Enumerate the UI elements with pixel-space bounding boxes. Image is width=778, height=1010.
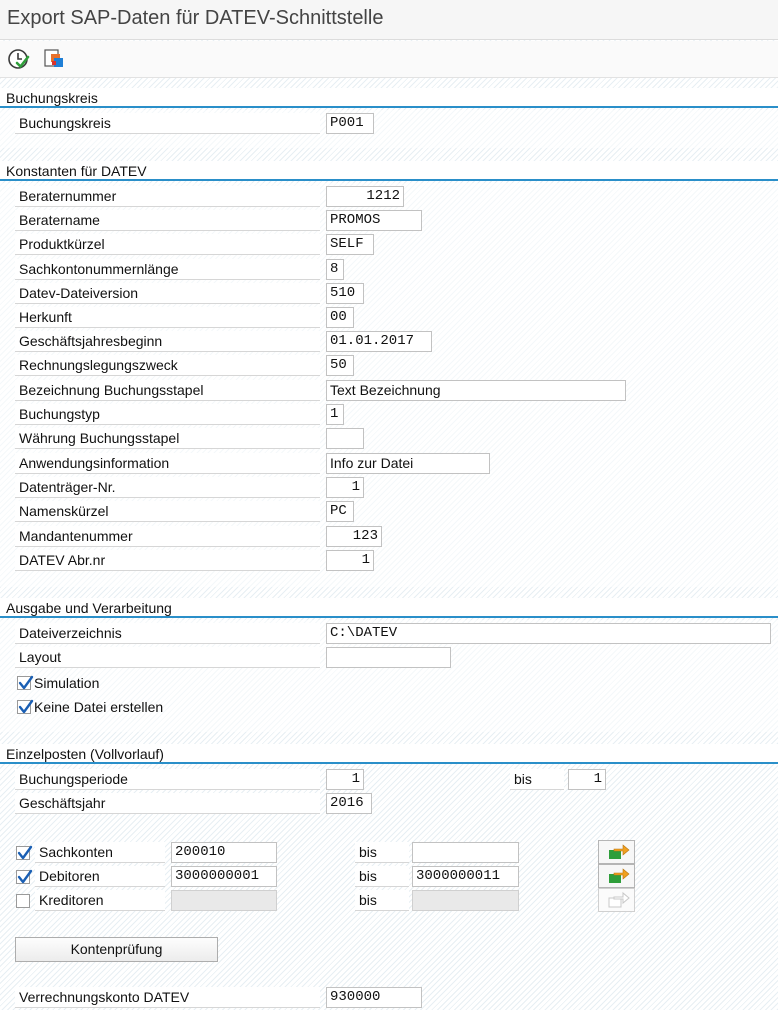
geschaeftsjahresbeginn-input[interactable]: 01.01.2017 [326, 331, 432, 352]
label-rechnungslegungszweck: Rechnungslegungszweck [15, 355, 320, 376]
label-produktkuerzel: Produktkürzel [15, 234, 320, 255]
label-kreditoren-bis: bis [355, 890, 409, 911]
dateiverzeichnis-input[interactable]: C:\DATEV [326, 623, 771, 644]
application-toolbar [0, 41, 778, 78]
debitoren-multiple-selection-button[interactable] [598, 864, 635, 888]
label-sachkonten-bis: bis [355, 842, 409, 863]
label-beratername: Beratername [15, 210, 320, 231]
kontenpruefung-button[interactable]: Kontenprüfung [15, 937, 218, 962]
herkunft-input[interactable]: 00 [326, 307, 354, 328]
datev-abr-nr-input[interactable]: 1 [326, 550, 374, 571]
buchungstyp-input[interactable]: 1 [326, 404, 344, 425]
sachkonten-from-input[interactable]: 200010 [171, 842, 277, 863]
multiple-selection-arrow-icon [599, 841, 635, 863]
kreditoren-multiple-selection-button[interactable] [598, 888, 635, 912]
kreditoren-from-input[interactable] [171, 890, 277, 911]
label-debitoren-bis: bis [355, 866, 409, 887]
label-beraternummer: Beraternummer [15, 186, 320, 207]
datev-dateiversion-input[interactable]: 510 [326, 283, 364, 304]
keine-datei-label: Keine Datei erstellen [34, 699, 164, 715]
label-debitoren: Debitoren [35, 866, 165, 887]
label-anwendungsinformation: Anwendungsinformation [15, 453, 320, 474]
section-title: Ausgabe und Verarbeitung [6, 600, 172, 616]
section-title: Buchungskreis [6, 90, 98, 106]
kreditoren-to-input[interactable] [412, 890, 519, 911]
debitoren-from-input[interactable]: 3000000001 [171, 866, 277, 887]
debitoren-to-input[interactable]: 3000000011 [412, 866, 519, 887]
label-mandantenummer: Mandantenummer [15, 526, 320, 547]
section-title: Einzelposten (Vollvorlauf) [6, 746, 164, 762]
label-datentraeger-nr: Datenträger-Nr. [15, 477, 320, 498]
label-geschaeftsjahr: Geschäftsjahr [15, 793, 320, 814]
label-bezeichnung-buchungsstapel: Bezeichnung Buchungsstapel [15, 380, 320, 401]
section-header-konstanten [0, 161, 778, 181]
label-datev-abr-nr: DATEV Abr.nr [15, 550, 320, 571]
sachkontonummernlaenge-input[interactable]: 8 [326, 259, 344, 280]
simulation-checkbox[interactable] [17, 676, 31, 690]
multiple-selection-arrow-icon [599, 889, 635, 911]
label-layout: Layout [15, 647, 320, 668]
geschaeftsjahr-input[interactable]: 2016 [326, 793, 372, 814]
sachkonten-multiple-selection-button[interactable] [598, 840, 635, 864]
label-buchungstyp: Buchungstyp [15, 404, 320, 425]
label-waehrung-buchungsstapel: Währung Buchungsstapel [15, 428, 320, 449]
buchungskreis-input[interactable]: P001 [326, 113, 374, 134]
execute-button[interactable] [6, 46, 32, 72]
checkmark-icon [17, 674, 35, 692]
label-herkunft: Herkunft [15, 307, 320, 328]
label-verrechnungskonto: Verrechnungskonto DATEV [15, 987, 320, 1008]
namenskuerzel-input[interactable]: PC [326, 501, 354, 522]
debitoren-checkbox[interactable] [16, 870, 30, 884]
keine-datei-checkbox[interactable] [17, 700, 31, 714]
label-datev-dateiversion: Datev-Dateiversion [15, 283, 320, 304]
label-buchungsperiode-bis: bis [510, 769, 564, 790]
checkmark-icon [16, 868, 34, 886]
multiple-selection-arrow-icon [599, 865, 635, 887]
label-kreditoren: Kreditoren [35, 890, 165, 911]
produktkuerzel-input[interactable]: SELF [326, 234, 374, 255]
label-buchungsperiode: Buchungsperiode [15, 769, 320, 790]
section-header-ausgabe [0, 598, 778, 618]
buchungsperiode-to-input[interactable]: 1 [568, 769, 606, 790]
buchungsperiode-from-input[interactable]: 1 [326, 769, 364, 790]
beratername-input[interactable]: PROMOS [326, 210, 422, 231]
beraternummer-input[interactable]: 1212 [326, 186, 404, 207]
execute-clock-check-icon [6, 46, 32, 72]
section-title: Konstanten für DATEV [6, 163, 147, 179]
variant-icon [41, 46, 67, 72]
label-buchungskreis: Buchungskreis [15, 113, 320, 134]
checkmark-icon [17, 698, 35, 716]
page-title: Export SAP-Daten für DATEV-Schnittstelle [7, 7, 384, 29]
section-header-buchungskreis [0, 88, 778, 108]
label-dateiverzeichnis: Dateiverzeichnis [15, 623, 320, 644]
section-header-einzelposten [0, 744, 778, 764]
waehrung-buchungsstapel-input[interactable] [326, 428, 364, 449]
label-namenskuerzel: Namenskürzel [15, 501, 320, 522]
sachkonten-checkbox[interactable] [16, 846, 30, 860]
datentraeger-nr-input[interactable]: 1 [326, 477, 364, 498]
get-variant-button[interactable] [41, 46, 67, 72]
label-sachkonten: Sachkonten [35, 842, 165, 863]
mandantenummer-input[interactable]: 123 [326, 526, 382, 547]
bezeichnung-buchungsstapel-input[interactable]: Text Bezeichnung [326, 380, 626, 401]
verrechnungskonto-input[interactable]: 930000 [326, 987, 422, 1008]
title-bar [0, 0, 778, 40]
checkmark-icon [16, 844, 34, 862]
anwendungsinformation-input[interactable]: Info zur Datei [326, 453, 490, 474]
sachkonten-to-input[interactable] [412, 842, 519, 863]
simulation-label: Simulation [34, 675, 100, 691]
label-sachkontonummernlaenge: Sachkontonummernlänge [15, 259, 320, 280]
label-geschaeftsjahresbeginn: Geschäftsjahresbeginn [15, 331, 320, 352]
layout-input[interactable] [326, 647, 451, 668]
kreditoren-checkbox[interactable] [16, 894, 30, 908]
rechnungslegungszweck-input[interactable]: 50 [326, 355, 354, 376]
